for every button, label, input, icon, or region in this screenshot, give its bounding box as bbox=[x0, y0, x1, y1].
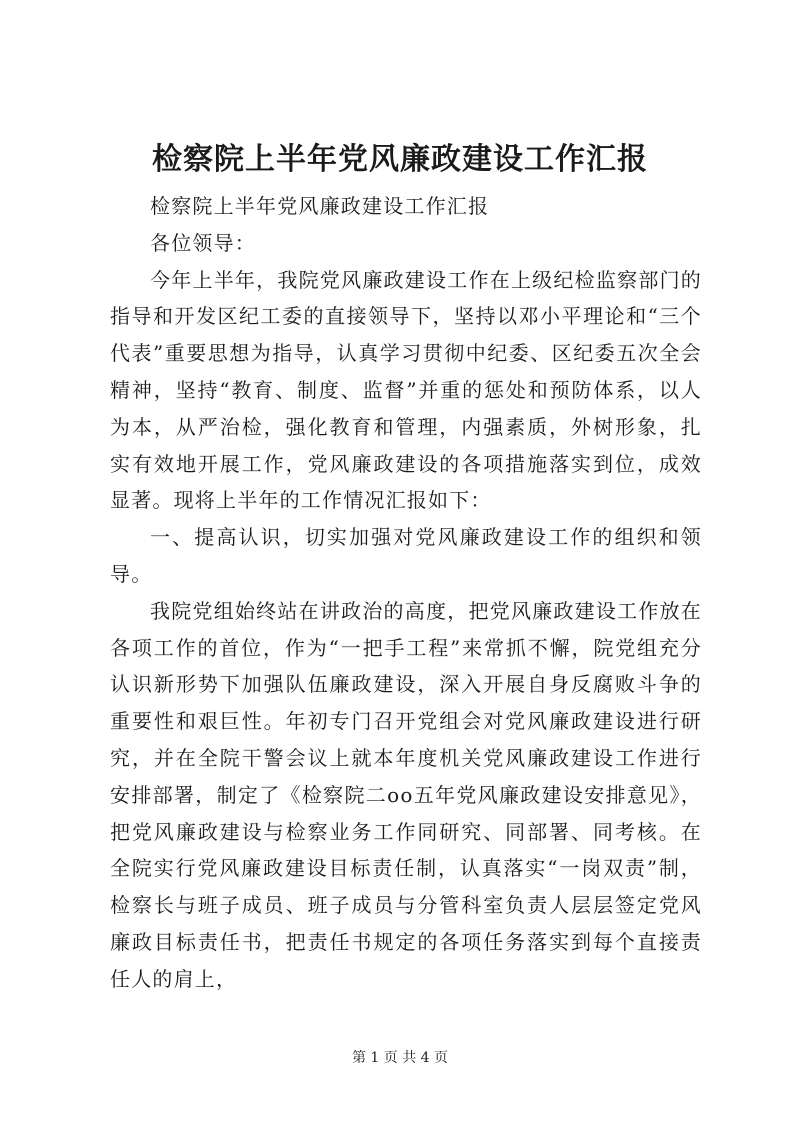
paragraph-section-heading: 一、提高认识，切实加强对党风廉政建设工作的组织和领导。 bbox=[110, 525, 702, 586]
page-footer: 第 1 页 共 4 页 bbox=[351, 1050, 449, 1066]
paragraph-intro: 今年上半年，我院党风廉政建设工作在上级纪检监察部门的指导和开发区纪工委的直接领导下，坚持以邓小平理论和“三个代表”重要思想为指导，认真学习贯彻中纪委、区纪委五次全会精神，坚持“教育、制度、监督”并重的惩处和预防体系，以人为本，从严治检，强化教育和管理，内强素质，外树形象，扎实有效地开展工作，党风廉政建设的各项措施落实到位，成效显著。现将上半年的工作情况汇报如下： bbox=[110, 267, 702, 513]
paragraph-section-body: 我院党组始终站在讲政治的高度，把党风廉政建设工作放在各项工作的首位，作为“一把手工程”来常抓不懈，院党组充分认识新形势下加强队伍廉政建设，深入开展自身反腐败斗争的重要性和艰巨性。年初专门召开党组会对党风廉政建设进行研究，并在全院干警会议上就本年度机关党风廉政建设工作进行安排部署，制定了《检察院二oo五年党风廉政建设安排意见》，把党风廉政建设与检察业务工作同研究、同部署、同考核。在全院实行党风廉政建设目标责任制，认真落实“一岗双责”制，检察长与班子成员、班子成员与分管科室负责人层层签定党风廉政目标责任书，把责任书规定的各项任务落实到每个直接责任人的肩上， bbox=[110, 598, 702, 991]
paragraph-salutation: 各位领导： bbox=[150, 230, 256, 255]
document-title: 检察院上半年党风廉政建设工作汇报 bbox=[152, 142, 648, 177]
document-body bbox=[110, 188, 702, 998]
paragraph-subtitle: 检察院上半年党风廉政建设工作汇报 bbox=[150, 194, 490, 218]
